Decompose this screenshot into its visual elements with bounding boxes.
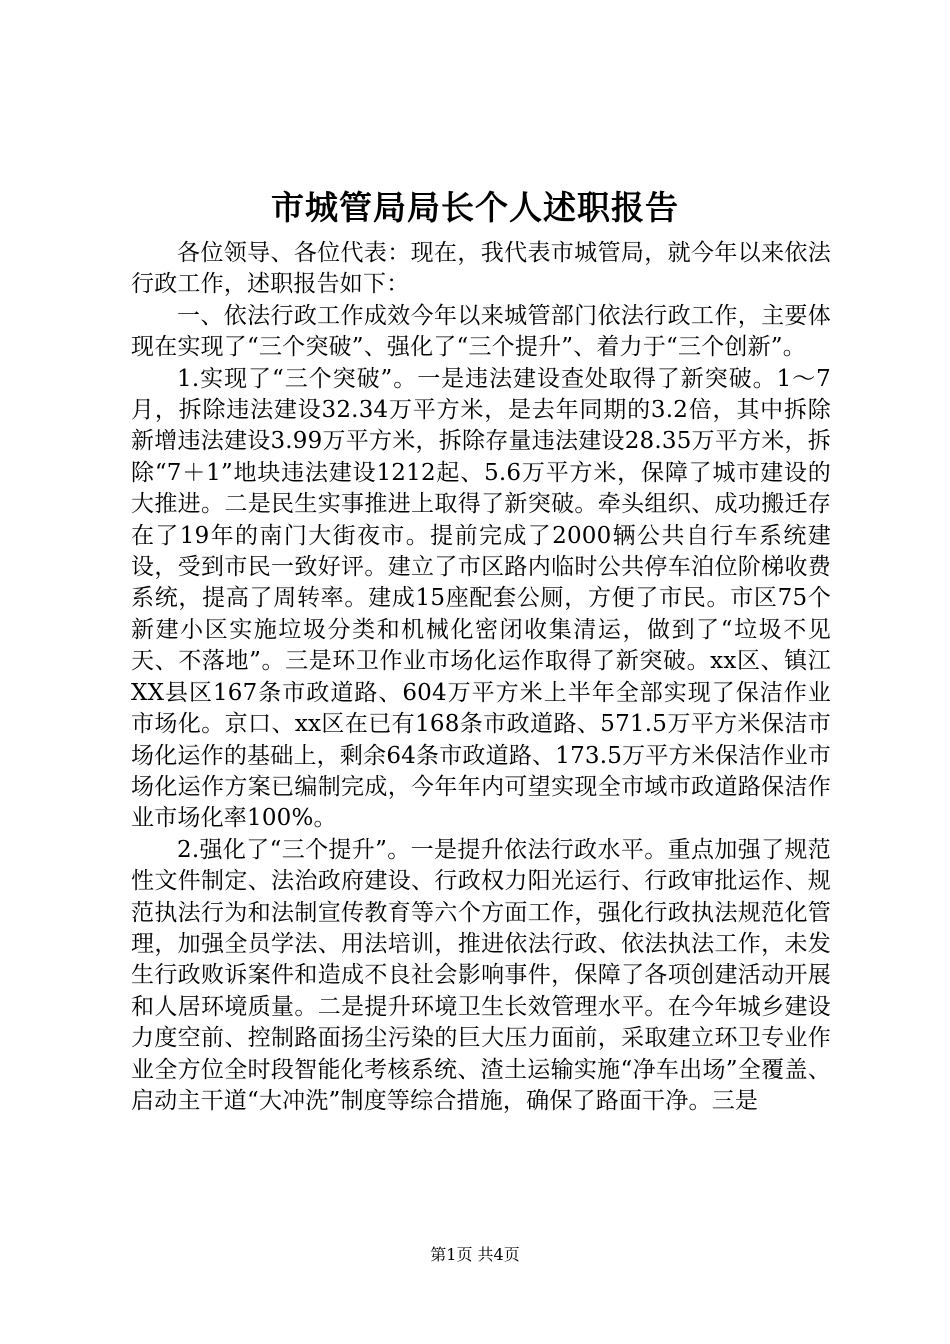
paragraph-section-one: 一、依法行政工作成效今年以来城管部门依法行政工作，主要体现在实现了“三个突破”、强化了“三个提升”、着力于“三个创新”。: [131, 302, 831, 361]
document-title: 市城管局局长个人述职报告: [271, 188, 679, 227]
paragraph-greeting: 各位领导、各位代表：现在，我代表市城管局，就今年以来依法行政工作，述职报告如下：: [131, 240, 831, 298]
document-body: [131, 238, 831, 1117]
paragraph-three-improvements: 2.强化了“三个提升”。一是提升依法行政水平。重点加强了规范性文件制定、法治政府建设、行政权力阳光运行、行政审批运作、规范执法行为和法制宣传教育等六个方面工作，强化行政执法规范化管理，加强全员学法、用法培训，推进依法行政、依法执法工作，未发生行政败诉案件和造成不良社会影响事件，保障了各项创建活动开展和人居环境质量。二是提升环境卫生长效管理水平。在今年城乡建设力度空前、控制路面扬尘污染的巨大压力面前，采取建立环卫专业作业全方位全时段智能化考核系统、渣土运输实施“净车出场”全覆盖、启动主干道“大冲洗”制度等综合措施，确保了路面干净。三是: [131, 836, 831, 1114]
page-footer: 第1页 共4页: [430, 1245, 520, 1264]
paragraph-three-breakthroughs: 1.实现了“三个突破”。一是违法建设查处取得了新突破。1～7月，拆除违法建设32.34万平方米，是去年同期的3.2倍，其中拆除新增违法建设3.99万平方米，拆除存量违法建设28.35万平方米，拆除“7＋1”地块违法建设1212起、5.6万平方米，保障了城市建设的大推进。二是民生实事推进上取得了新突破。牵头组织、成功搬迁存在了19年的南门大街夜市。提前完成了2000辆公共自行车系统建设，受到市民一致好评。建立了市区路内临时公共停车泊位阶梯收费系统，提高了周转率。建成15座配套公厕，方便了市民。市区75个新建小区实施垃圾分类和机械化密闭收集清运，做到了“垃圾不见天、不落地”。三是环卫作业市场化运作取得了新突破。xx区、镇江XX县区167条市政道路、604万平方米上半年全部实现了保洁作业市场化。京口、xx区在已有168条市政道路、571.5万平方米保洁市场化运作的基础上，剩余64条市政道路、173.5万平方米保洁作业市场化运作方案已编制完成，今年年内可望实现全市域市政道路保洁作业市场化率100%。: [131, 365, 831, 832]
